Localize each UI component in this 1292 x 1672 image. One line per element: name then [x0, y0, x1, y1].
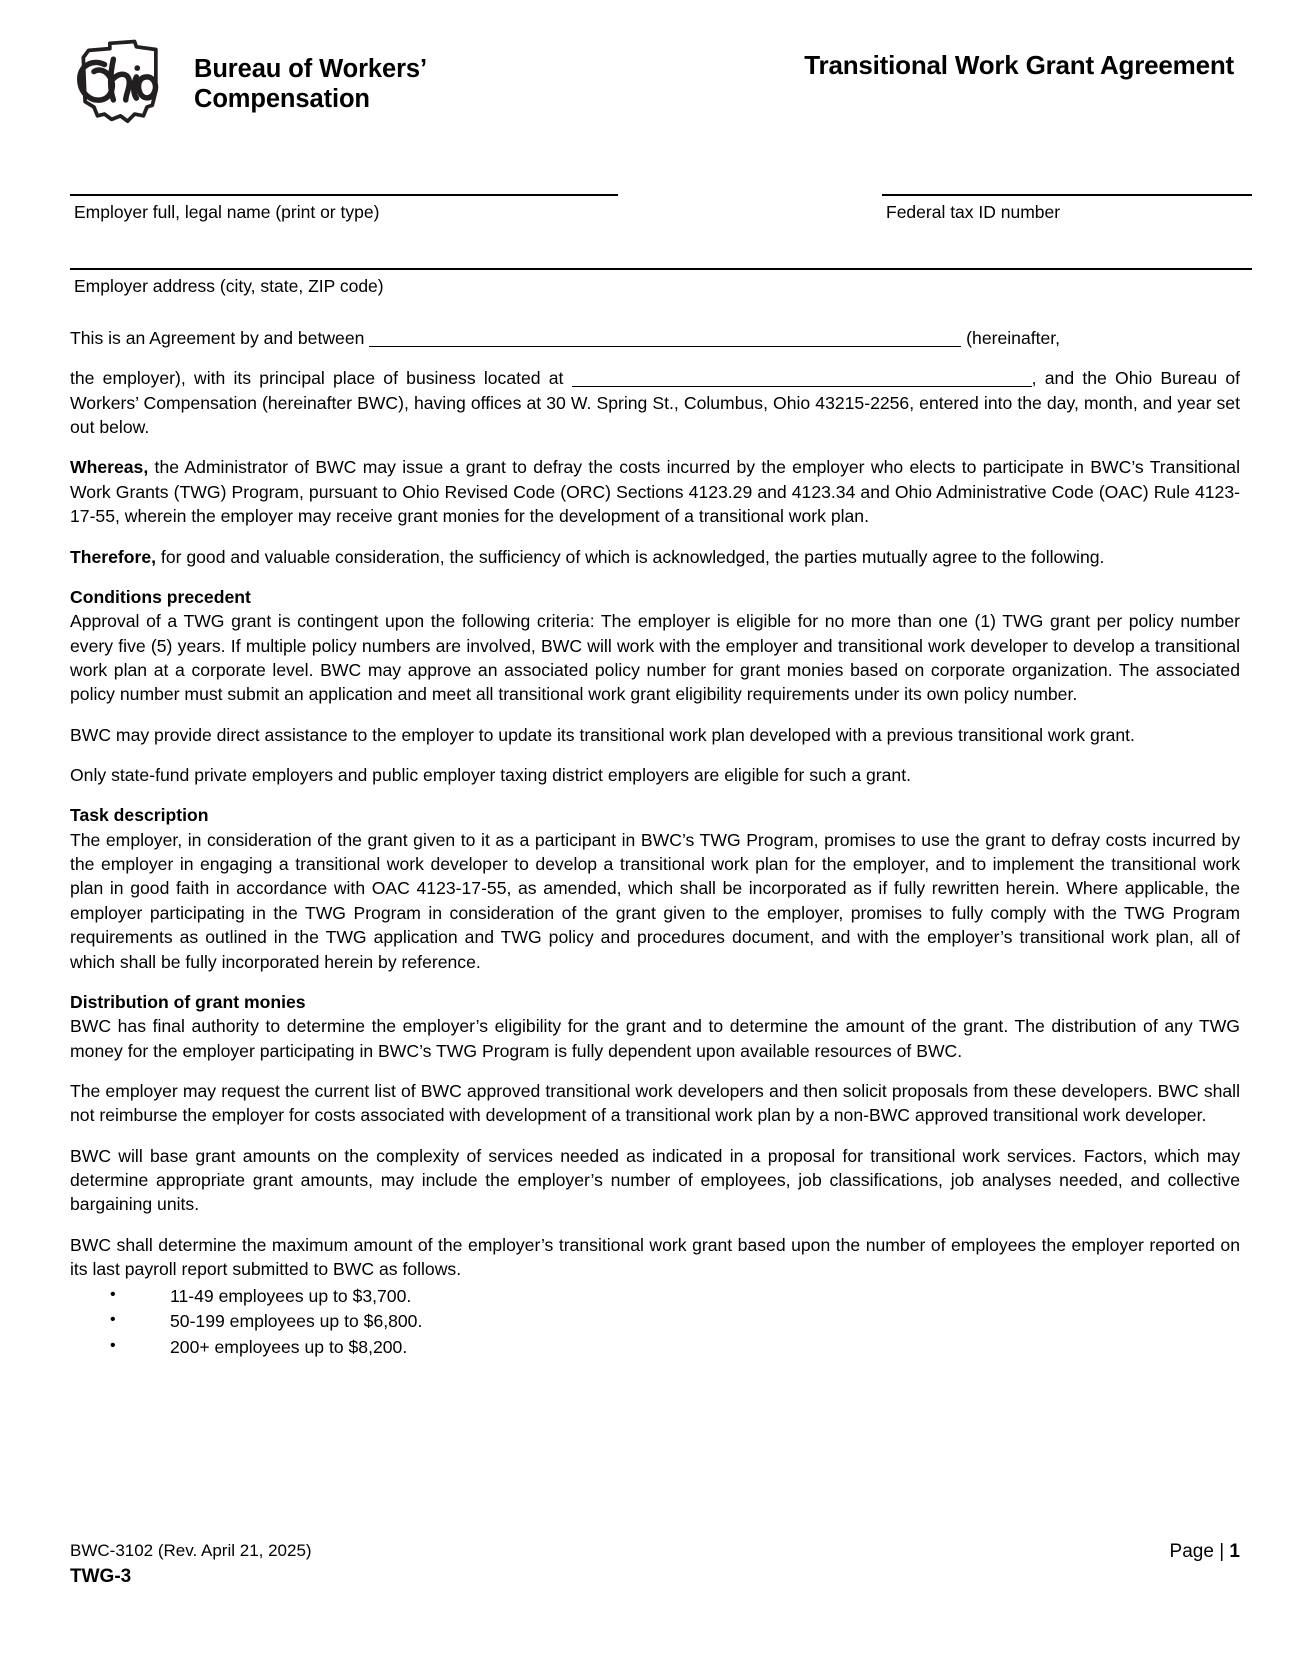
page-title: Transitional Work Grant Agreement	[804, 50, 1234, 80]
agreement-intro-line-1	[70, 326, 1240, 350]
employer-address-label: Employer address (city, state, ZIP code)	[74, 276, 384, 296]
list-item: • 200+ employees up to $8,200.	[70, 1335, 1240, 1361]
footer-page-indicator	[1170, 1541, 1240, 1563]
employer-address-input-line[interactable]	[70, 268, 1252, 270]
footer-page-label: Page |	[1169, 1541, 1230, 1563]
therefore-paragraph	[70, 545, 1240, 569]
section-heading: Task description	[70, 805, 209, 826]
agreement-intro-line-2	[70, 366, 1240, 439]
section-paragraph: The employer may request the current list of BWC approved transitional work developers and then solicit proposals from these developers. BWC shall not reimburse the employer for costs associated with development of a transitional work plan by a non-BWC approved transitional work developer.	[70, 1080, 1240, 1126]
agency-name-line-1: Bureau of Workers’	[194, 54, 427, 83]
footer-form-code: TWG-3	[70, 1565, 132, 1587]
employer-name-input-line[interactable]	[70, 194, 618, 196]
list-item: • 11-49 employees up to $3,700.	[70, 1284, 1240, 1310]
grant-maximum-amounts-list	[70, 1284, 1240, 1361]
section-conditions-precedent	[70, 585, 1240, 788]
intro-text-before-party-blank: This is an Agreement by and between	[70, 328, 365, 348]
whereas-text: the Administrator of BWC may issue a grant to defray the costs incurred by the employer who elects to participate in BWC’s Transitional Work Grants (TWG) Program, pursuant to Ohio Revised Code (ORC) Sections 4123.29 and 4123.34 and Ohio Administrative Code (OAC) Rule 4123-17-55, wherein the employer may receive grant monies for the development of a transitional work plan.	[70, 457, 1240, 527]
intro-text-after-address-blank: , and the Ohio Bureau of Workers’ Compensation (hereinafter BWC), having offices at 30 W. Spring St., Columbus, Ohio 43215-2256, entered into the day, month, and year set out below.	[70, 368, 1240, 438]
party-name-blank[interactable]	[369, 331, 961, 347]
whereas-label: Whereas,	[70, 457, 149, 478]
section-paragraph: Approval of a TWG grant is contingent upon the following criteria: The employer is eligible for no more than one (1) TWG grant per policy number every five (5) years. If multiple policy numbers are involved, BWC will work with the employer and transitional work developer to develop a transitional work plan at a corporate level. BWC may approve an associated policy number for grant monies based on corporate organization. The associated policy number must submit an application and meet all transitional work grant eligibility requirements under its own policy number.	[70, 611, 1240, 705]
section-paragraph: BWC may provide direct assistance to the employer to update its transitional work plan developed with a previous transitional work grant.	[70, 724, 1135, 745]
section-paragraph: Only state-fund private employers and public employer taxing district employers are eligible for such a grant.	[70, 765, 911, 786]
therefore-label: Therefore,	[70, 546, 157, 567]
federal-tax-id-input-line[interactable]	[882, 194, 1252, 196]
footer-page-number: 1	[1229, 1541, 1240, 1563]
intro-text-after-party-blank: (hereinafter,	[966, 328, 1061, 348]
employer-information-fields	[70, 194, 1240, 306]
intro-text-before-address-blank: the employer), with its principal place of business located at	[70, 368, 564, 389]
principal-place-of-business-blank[interactable]	[572, 371, 1032, 387]
section-paragraph: BWC has final authority to determine the employer’s eligibility for the grant and to determine the amount of the grant. The distribution of any TWG money for the employer participating in BWC’s TWG Program is fully dependent upon available resources of BWC.	[70, 1016, 1240, 1061]
section-paragraph: BWC shall determine the maximum amount of the employer’s transitional work grant based upon the number of employees the employer reported on its last payroll report submitted to BWC as follows.	[70, 1234, 1240, 1280]
footer-form-identification	[70, 1541, 312, 1588]
agency-name-line-2: Compensation	[194, 85, 370, 113]
section-paragraph: BWC will base grant amounts on the complexity of services needed as indicated in a proposal for transitional work services. Factors, which may determine appropriate grant amounts, may include the employer’s number of employees, job classifications, job analyses needed, and collective bargaining units.	[70, 1145, 1240, 1215]
agency-branding	[70, 34, 427, 130]
whereas-paragraph	[70, 455, 1240, 528]
footer-form-id: BWC-3102 (Rev. April 21, 2025)	[70, 1541, 312, 1561]
therefore-text: for good and valuable consideration, the sufficiency of which is acknowledged, the parties mutually agree to the following.	[156, 546, 1105, 567]
agreement-body	[70, 326, 1240, 1360]
section-heading: Distribution of grant monies	[70, 991, 306, 1012]
section-distribution-of-grant-monies	[70, 990, 1240, 1360]
section-task-description	[70, 803, 1240, 974]
page-footer	[70, 1541, 1240, 1588]
federal-tax-id-label: Federal tax ID number	[886, 202, 1061, 222]
page-header	[70, 34, 1240, 142]
agency-name	[194, 54, 427, 114]
section-paragraph: The employer, in consideration of the grant given to it as a participant in BWC’s TWG Program, promises to use the grant to defray costs incurred by the employer in engaging a transitional work developer to develop a transitional work plan for the employer, and to implement the transitional work plan in good faith in accordance with OAC 4123-17-55, as amended, which shall be incorporated as if fully rewritten herein. Where applicable, the employer participating in the TWG Program in consideration of the grant given to the employer, promises to fully comply with the TWG Program requirements as outlined in the TWG application and TWG policy and procedures document, and with the employer’s transitional work plan, all of which shall be fully incorporated herein by reference.	[70, 829, 1240, 972]
ohio-state-outline-logo-icon	[70, 38, 178, 130]
list-item: • 50-199 employees up to $6,800.	[70, 1309, 1240, 1335]
employer-name-label: Employer full, legal name (print or type)	[74, 202, 380, 222]
section-heading: Conditions precedent	[70, 586, 251, 607]
